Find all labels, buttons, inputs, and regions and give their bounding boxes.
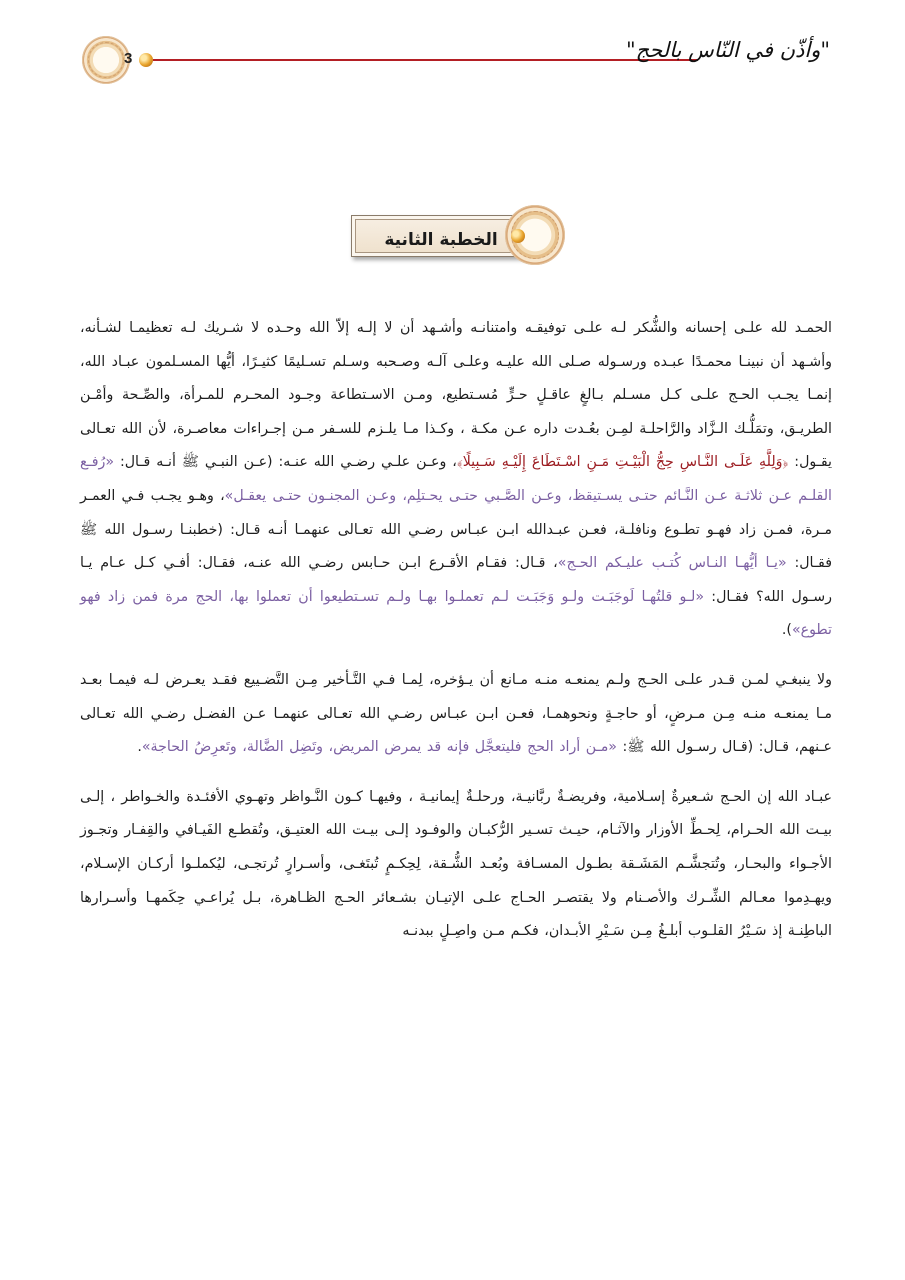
page-header <box>0 0 905 110</box>
page-number: 3 <box>124 50 133 67</box>
sermon-body <box>80 312 832 965</box>
ornament-medallion-icon <box>82 36 133 84</box>
body-text: ، وهـو يجـب فـي العمـر مـرة، فمـن زاد فهـو تطـوع ونافلـة، فعـن عبـدالله ابـن عبـاس رضـي الله تعـالى عنهمـا أنـه قـال: (خطبنـا رسـول الله ﷺ فقـال: <box>80 487 832 572</box>
running-title: "وأذّن في النّاس بالحج" <box>626 38 830 62</box>
body-text: . <box>137 739 142 756</box>
hadith-quote: «لـو قلتُهـا لَوجَبَـت ولـو وَجَبَـت لـم تعملـوا بهـا ولـم تسـتطيعوا أن تعملوا بها، الحج مرة فمن زاد فهو تطوع» <box>80 588 832 639</box>
gold-orb-icon <box>139 53 153 67</box>
body-text: ولا ينبغـي لمـن قـدر علـى الحـج ولـم يمنعـه منـه مـانع أن يـؤخره، لِمـا فـي التَّـأخير مِـن التَّضـييع فقـد يعـرض لـه فيمـا بعـد مـا يمنعـه منـه مِـن مـرضٍ، أو حاجـةٍ ونحوهمـا، فعـن ابـن عبـاس رضـي الله تعـالى عنهمـا عـن الفضـل رضـي الله تعـالى عـنهم، قـال: (قـال رسـول الله ﷺ: <box>80 671 832 756</box>
hadith-quote: «رُفـع القلـم عـن ثلاثـة عـن النَّـائم حتـى يسـتيقظ، وعـن الصَّـبي حتـى يحـتلِم، وعـن المجنـون حتـى يعقـل» <box>80 454 832 504</box>
body-text: ، وعـن علـي رضـي الله عنـه: (عـن النبـي ﷺ أنـه قـال: <box>114 454 457 471</box>
body-text: ، قـال: فقـام الأقـرع ابـن حـابس رضـي الله عنـه، فقـال: أفـي كـل عـام يـا رسـول الله؟ فقـال: <box>80 555 833 605</box>
quran-verse: ﴿وَلِلَّهِ عَلَـى النَّـاسِ حِجُّ الْبَيْـتِ مَـنِ اسْـتَطَاعَ إِلَيْـهِ سَـبِيلًا﴾ <box>456 454 789 471</box>
paragraph <box>80 781 832 949</box>
hadith-quote: «مـن أراد الحج فليتعجَّل فإنه قد يمرض المريض، وتَضِل الضَّالة، وتَعرِضُ الحاجة» <box>141 739 617 756</box>
paragraph <box>80 312 832 648</box>
hadith-quote: «يـا أيُّهـا النـاس كُتـب عليـكم الحـج» <box>557 555 787 572</box>
body-text: الحمـد لله علـى إحسانه والشُّكر لـه علـى توفيقـه وامتنانـه وأشـهد أن لا إلـه إلاّ الله وحـده لا شـريك لـه تعظيمـا لشـأنه، وأشـهد أن نبينـا محمـدًا عبـده ورسـوله صـلى الله عليـه وعلـى آلـه وصـحبه وسـلم تسـليمًا كثيـرًا، أيُّها المسـلمون عبـاد الله، إنمـا يجـب الحـج علـى كـل مسـلم بـالغٍ عاقـلٍ حـرٍّ مُسـتطيع، ومـن الاسـتطاعة وجـود المحـرم للمـرأة، والصِّـحة وأمْـن الطريـق، وتمَلُّـك الـزَّاد والرَّاحلـة لمِـن بعُـدت داره عـن مكـة ، وكـذا مـا يلـزم للسـفر مـن إجـراءات معاصـرة، لأن الله تعـالى يقـول: <box>80 320 832 471</box>
gold-orb-icon <box>511 229 525 243</box>
section-title-frame <box>351 215 531 257</box>
header-rule <box>153 59 698 61</box>
section-title: الخطبة الثانية <box>384 230 498 250</box>
body-text: عبـاد الله إن الحـج شـعيرةٌ إسـلامية، وفريضـةٌ ربَّانيـة، ورحلـةٌ إيمانيـة ، وفيهـا كـون النَّـواظر وتهـوي الأفئـدة والخـواطر ، إلـى بيـت الله الحـرام، لِحـطِّ الأوزار والآثـام، حيـث تسـير الرُّكبـان والوفـود إلـى بيـت الله العتيـق، وتُقطـع الفَيـافي والقِفـار وتجـوز الأجـواء والبحـار، وتُتجشَّـم المَشَـقة بطـول المسـافة وبُعـد الشُّـقة، لِحِكـمٍ تُبتَغـى، وأسـرارٍ تُرتجـى، ليُكملـوا أركـان الإسـلام، ويهـدِموا معـالم الشِّـرك والأصـنام ولا يقتصـر الحـاج علـى الإتيـان بشـعائر الحـج الظـاهرة، بـل يُراعـي حِكَمهـا وأسـرارها الباطِنـة إذ سَـيْرُ القلـوب أبلـغُ مِـن سَـيْرِ الأبـدان، فكـم مـن واصِـلٍ ببدنـه <box>80 788 832 940</box>
section-title-banner <box>345 205 560 267</box>
paragraph <box>80 664 832 765</box>
body-text: ). <box>781 622 792 639</box>
